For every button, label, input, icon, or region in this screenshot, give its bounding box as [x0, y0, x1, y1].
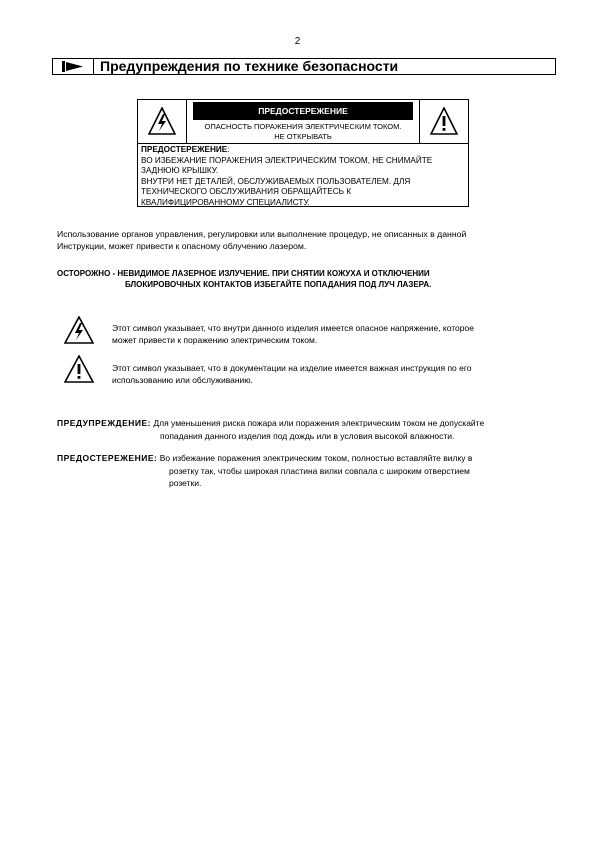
symbol-description-line: может привести к поражению электрическим током. [112, 334, 318, 345]
warning-note [57, 417, 552, 442]
header-icon-cell [53, 59, 94, 74]
caution-left-icon-cell [138, 100, 187, 143]
caution-label-top [138, 100, 468, 144]
caution-line: ВО ИЗБЕЖАНИЕ ПОРАЖЕНИЯ ЭЛЕКТРИЧЕСКИМ ТОКОМ, НЕ СНИМАЙТЕ [141, 155, 433, 165]
symbol-description-line: Этот символ указывает, что в документации на изделие имеется важная инструкция по его [112, 363, 472, 373]
laser-paragraph [57, 229, 547, 252]
caution-note-line: розетку так, чтобы широкая пластина вилки совпала с широким отверстием [169, 465, 470, 476]
symbol-description [112, 323, 552, 346]
caution-line: КВАЛИФИЦИРОВАННОМУ СПЕЦИАЛИСТУ. [141, 197, 310, 207]
caution-line: ВНУТРИ НЕТ ДЕТАЛЕЙ, ОБСЛУЖИВАЕМЫХ ПОЛЬЗОВАТЕЛЕМ. ДЛЯ [141, 176, 411, 186]
lightning-triangle-icon [64, 316, 94, 344]
caution-note [57, 452, 552, 490]
symbol-description-line: использованию или обслуживанию. [112, 374, 254, 385]
page-number: 2 [294, 36, 301, 47]
caution-caption-word: ПРЕДОСТЕРЕЖЕНИЕ [141, 145, 228, 154]
caution-label-center [187, 100, 419, 143]
pointer-arrow-icon [62, 61, 84, 72]
caution-banner: ПРЕДОСТЕРЕЖЕНИЕ [193, 102, 413, 120]
caution-note-line [57, 452, 552, 465]
caution-caption [141, 145, 467, 156]
exclamation-triangle-icon [64, 355, 94, 383]
warning-note-line: попадания данного изделия под дождь или в условия высокой влажности. [160, 430, 455, 441]
caution-line: ТЕХНИЧЕСКОГО ОБСЛУЖИВАНИЯ ОБРАЩАЙТЕСЬ К [141, 187, 352, 197]
caution-right-icon-cell [419, 100, 468, 143]
caution-line: ЗАДНЮЮ КРЫШКУ. [141, 166, 219, 176]
caution-subtitle-line: ОПАСНОСТЬ ПОРАЖЕНИЯ ЭЛЕКТРИЧЕСКИМ ТОКОМ. [204, 122, 402, 131]
symbol-description [112, 363, 552, 386]
laser-caution-line: ОСТОРОЖНО - НЕВИДИМОЕ ЛАЗЕРНОЕ ИЗЛУЧЕНИЕ. ПРИ СНЯТИИ КОЖУХА И ОТКЛЮЧЕНИИ [57, 269, 430, 278]
lightning-triangle-icon [148, 107, 176, 135]
section-header [52, 58, 556, 75]
exclamation-triangle-icon [430, 107, 458, 135]
laser-paragraph-line: Инструкции, может привести к опасному облучению лазером. [57, 240, 307, 251]
caution-label-box [137, 99, 469, 207]
warning-note-label: ПРЕДУПРЕЖДЕНИЕ: [57, 418, 151, 428]
caution-body [141, 145, 467, 209]
caution-note-label: ПРЕДОСТЕРЕЖЕНИЕ: [57, 453, 158, 463]
warning-note-line [57, 417, 552, 430]
symbol-description-line: Этот символ указывает, что внутри данного изделия имеется опасное напряжение, которое [112, 323, 474, 333]
laser-paragraph-line: Использование органов управления, регулировки или выполнение процедур, не описанных в данной [57, 229, 467, 239]
caution-subtitle-line: НЕ ОТКРЫВАТЬ [274, 132, 332, 141]
caution-note-text: Во избежание поражения электрическим током, полностью вставляйте вилку в [157, 453, 473, 463]
section-title: Предупреждения по технике безопасности [100, 58, 399, 74]
caution-subtitle [187, 122, 419, 142]
caution-note-line: розетки. [169, 478, 202, 488]
laser-caution-line: БЛОКИРОВОЧНЫХ КОНТАКТОВ ИЗБЕГАЙТЕ ПОПАДАНИЯ ПОД ЛУЧ ЛАЗЕРА. [125, 280, 432, 289]
warning-note-text: Для уменьшения риска пожара или поражения электрическим током не допускайте [151, 418, 485, 428]
caution-caption-colon: : [227, 145, 230, 154]
